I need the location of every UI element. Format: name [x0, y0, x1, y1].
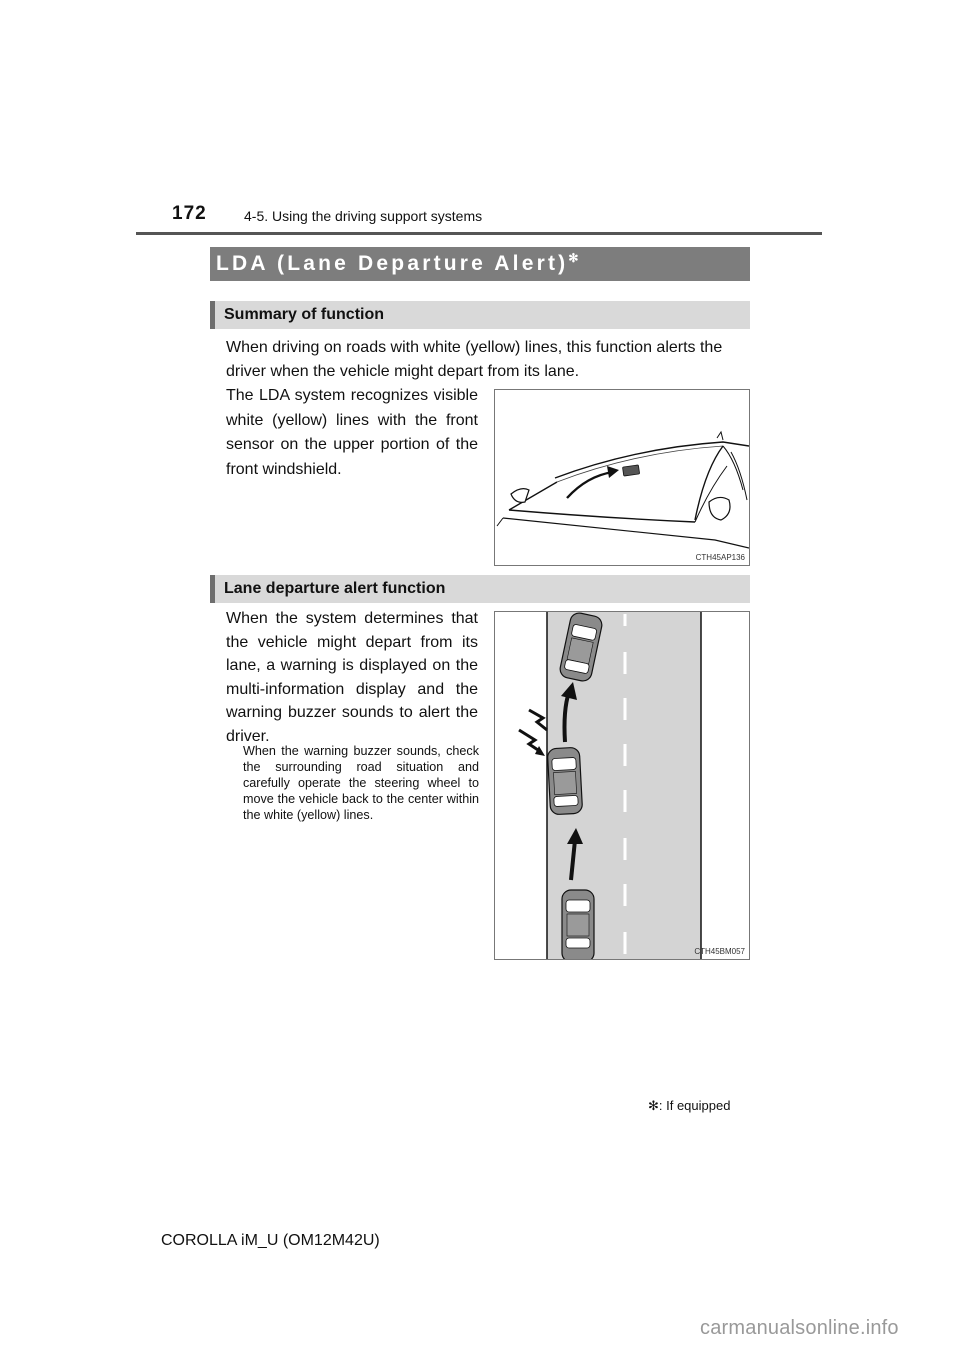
lane-alert-heading-bar: [210, 575, 750, 603]
page-title: [216, 251, 578, 276]
summary-heading-bar: [210, 301, 750, 329]
equipped-mark: ✻: [568, 251, 579, 265]
page-title-text: LDA (Lane Departure Alert): [216, 252, 569, 275]
header-rule: [136, 232, 822, 235]
figure-code: CTH45AP136: [695, 553, 745, 562]
lane-alert-paragraph: When the system determines that the vehicle might depart from its lane, a warning is displayed on the multi-information display and the warning buzzer sounds to alert the driver.: [226, 610, 478, 745]
summary-paragraph: The LDA system recognizes visible white (yellow) lines with the front sensor on the upper portion of the front windshield.: [226, 387, 478, 478]
lane-alert-heading: Lane departure alert function: [224, 580, 446, 597]
windshield-figure: [494, 389, 750, 566]
summary-intro: When driving on roads with white (yellow) lines, this function alerts the driver when the vehicle might depart from its lane.: [226, 339, 723, 380]
page-number: 172: [172, 203, 207, 224]
footer-model: COROLLA iM_U (OM12M42U): [161, 1232, 380, 1249]
windshield-illustration: [495, 390, 749, 565]
section-reference: 4-5. Using the driving support systems: [244, 208, 483, 224]
lane-alert-note: When the warning buzzer sounds, check the surrounding road situation and carefully operate the steering wheel to move the vehicle back to the center within the white (yellow) lines.: [243, 744, 479, 822]
lane-departure-figure: [494, 611, 750, 960]
title-bar: [210, 247, 750, 281]
lane-departure-illustration: [495, 612, 749, 959]
summary-heading: Summary of function: [224, 306, 385, 323]
footnote: ✻: If equipped: [648, 1098, 731, 1113]
watermark: carmanualsonline.info: [700, 1317, 899, 1339]
figure-code: CTH45BM057: [694, 947, 745, 956]
